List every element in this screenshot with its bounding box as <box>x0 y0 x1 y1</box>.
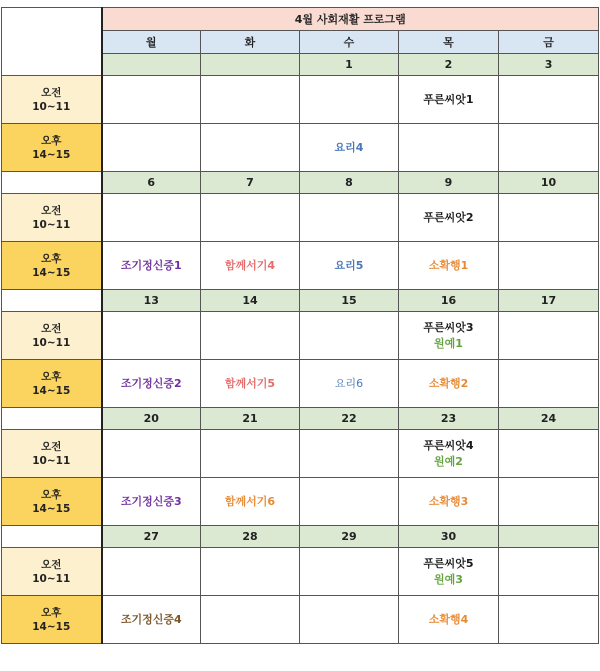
slot-period: 오전 <box>41 204 62 217</box>
am-slot-label <box>2 76 102 124</box>
schedule-cell <box>102 360 201 408</box>
date-cell <box>201 54 300 76</box>
program-entry: 조기정신증4 <box>120 612 182 626</box>
program-entry: 푸른씨앗4 <box>423 438 474 452</box>
schedule-cell <box>201 124 300 172</box>
date-cell: 28 <box>201 526 300 548</box>
schedule-cell <box>499 194 599 242</box>
date-row-spacer <box>2 290 102 312</box>
date-cell: 6 <box>102 172 201 194</box>
schedule-cell <box>201 242 300 290</box>
day-header-4: 목 <box>399 31 499 54</box>
schedule-cell <box>399 596 499 644</box>
program-entry: 소확행3 <box>428 494 469 508</box>
schedule-cell <box>300 124 399 172</box>
am-slot-label <box>2 430 102 478</box>
slot-period: 오후 <box>41 606 62 619</box>
date-cell: 20 <box>102 408 201 430</box>
pm-slot-label <box>2 478 102 526</box>
date-cell: 10 <box>499 172 599 194</box>
date-row <box>2 526 599 548</box>
schedule-cell <box>102 596 201 644</box>
slot-time: 14~15 <box>32 384 71 397</box>
schedule-cell <box>399 124 499 172</box>
schedule-cell <box>399 194 499 242</box>
schedule-cell <box>201 360 300 408</box>
date-cell: 21 <box>201 408 300 430</box>
slot-time: 10~11 <box>32 100 71 113</box>
date-cell: 15 <box>300 290 399 312</box>
schedule-cell <box>399 312 499 360</box>
slot-time: 14~15 <box>32 266 71 279</box>
pm-slot-label <box>2 360 102 408</box>
pm-row <box>2 596 599 644</box>
date-cell <box>499 526 599 548</box>
schedule-table <box>1 7 599 644</box>
schedule-cell <box>201 430 300 478</box>
date-cell: 9 <box>399 172 499 194</box>
schedule-cell <box>499 312 599 360</box>
slot-period: 오전 <box>41 440 62 453</box>
schedule-cell <box>399 548 499 596</box>
am-row <box>2 430 599 478</box>
program-entry: 조기정신증1 <box>120 258 182 272</box>
day-header-2: 화 <box>201 31 300 54</box>
date-row <box>2 408 599 430</box>
pm-row <box>2 242 599 290</box>
date-cell: 22 <box>300 408 399 430</box>
date-cell: 1 <box>300 54 399 76</box>
program-entry: 원예1 <box>434 336 463 350</box>
date-cell: 13 <box>102 290 201 312</box>
date-cell: 27 <box>102 526 201 548</box>
date-row-spacer <box>2 172 102 194</box>
program-entry: 푸른씨앗2 <box>423 210 474 224</box>
day-header-3: 수 <box>300 31 399 54</box>
schedule-cell <box>102 478 201 526</box>
schedule-cell <box>201 194 300 242</box>
schedule-title: 4월 사회재활 프로그램 <box>102 8 599 31</box>
schedule-cell <box>399 430 499 478</box>
schedule-cell <box>499 76 599 124</box>
pm-slot-label <box>2 124 102 172</box>
slot-time: 10~11 <box>32 454 71 467</box>
schedule-cell <box>102 430 201 478</box>
date-row-spacer <box>2 526 102 548</box>
schedule-cell <box>499 430 599 478</box>
program-entry: 함께서기6 <box>224 494 276 508</box>
date-cell <box>102 54 201 76</box>
program-entry: 조기정신증2 <box>120 376 182 390</box>
schedule-cell <box>102 194 201 242</box>
day-header-1: 월 <box>102 31 201 54</box>
schedule-cell <box>300 242 399 290</box>
schedule-cell <box>499 360 599 408</box>
schedule-cell <box>399 360 499 408</box>
program-entry: 함께서기4 <box>224 258 276 272</box>
day-header-5: 금 <box>499 31 599 54</box>
slot-time: 14~15 <box>32 502 71 515</box>
pm-row <box>2 360 599 408</box>
schedule-cell <box>201 76 300 124</box>
program-entry: 소확행4 <box>428 612 469 626</box>
date-cell: 23 <box>399 408 499 430</box>
slot-time: 10~11 <box>32 572 71 585</box>
corner-cell <box>2 8 102 76</box>
program-entry: 요리4 <box>334 140 364 154</box>
pm-row <box>2 478 599 526</box>
program-entry: 푸른씨앗3 <box>423 320 474 334</box>
schedule-cell <box>399 242 499 290</box>
date-cell: 30 <box>399 526 499 548</box>
slot-period: 오후 <box>41 252 62 265</box>
slot-period: 오전 <box>41 558 62 571</box>
schedule-cell <box>499 596 599 644</box>
schedule-cell <box>201 596 300 644</box>
date-row-spacer <box>2 408 102 430</box>
date-cell: 14 <box>201 290 300 312</box>
slot-period: 오후 <box>41 370 62 383</box>
slot-period: 오전 <box>41 86 62 99</box>
program-entry: 요리6 <box>334 376 364 390</box>
schedule-cell <box>300 548 399 596</box>
schedule-cell <box>201 312 300 360</box>
program-entry: 푸른씨앗5 <box>423 556 474 570</box>
slot-period: 오후 <box>41 488 62 501</box>
program-entry: 요리5 <box>334 258 364 272</box>
am-slot-label <box>2 548 102 596</box>
program-entry: 조기정신증3 <box>120 494 182 508</box>
date-row <box>2 290 599 312</box>
slot-period: 오전 <box>41 322 62 335</box>
date-cell: 16 <box>399 290 499 312</box>
slot-period: 오후 <box>41 134 62 147</box>
schedule-cell <box>499 478 599 526</box>
schedule-cell <box>102 312 201 360</box>
schedule-cell <box>300 478 399 526</box>
pm-slot-label <box>2 596 102 644</box>
program-entry: 원예2 <box>434 454 463 468</box>
slot-time: 10~11 <box>32 336 71 349</box>
schedule-cell <box>399 478 499 526</box>
slot-time: 10~11 <box>32 218 71 231</box>
schedule-cell <box>201 548 300 596</box>
pm-slot-label <box>2 242 102 290</box>
program-entry: 푸른씨앗1 <box>423 92 474 106</box>
date-row <box>2 172 599 194</box>
schedule-cell <box>201 478 300 526</box>
slot-time: 14~15 <box>32 148 71 161</box>
am-slot-label <box>2 194 102 242</box>
am-row <box>2 548 599 596</box>
program-entry: 소확행1 <box>428 258 469 272</box>
am-row <box>2 312 599 360</box>
schedule-cell <box>300 596 399 644</box>
date-cell: 29 <box>300 526 399 548</box>
date-cell: 7 <box>201 172 300 194</box>
schedule-cell <box>102 76 201 124</box>
schedule-cell <box>300 430 399 478</box>
schedule-cell <box>300 312 399 360</box>
schedule-cell <box>102 242 201 290</box>
schedule-cell <box>499 124 599 172</box>
schedule-cell <box>499 242 599 290</box>
date-cell: 8 <box>300 172 399 194</box>
program-entry: 함께서기5 <box>224 376 276 390</box>
schedule-cell <box>102 548 201 596</box>
am-row <box>2 76 599 124</box>
slot-time: 14~15 <box>32 620 71 633</box>
schedule-cell <box>300 76 399 124</box>
am-slot-label <box>2 312 102 360</box>
program-entry: 원예3 <box>434 572 463 586</box>
schedule-cell <box>300 194 399 242</box>
schedule-cell <box>300 360 399 408</box>
date-cell: 2 <box>399 54 499 76</box>
pm-row <box>2 124 599 172</box>
date-cell: 17 <box>499 290 599 312</box>
schedule-cell <box>102 124 201 172</box>
date-cell: 24 <box>499 408 599 430</box>
program-entry: 소확행2 <box>428 376 469 390</box>
date-cell: 3 <box>499 54 599 76</box>
schedule-cell <box>499 548 599 596</box>
schedule-cell <box>399 76 499 124</box>
am-row <box>2 194 599 242</box>
